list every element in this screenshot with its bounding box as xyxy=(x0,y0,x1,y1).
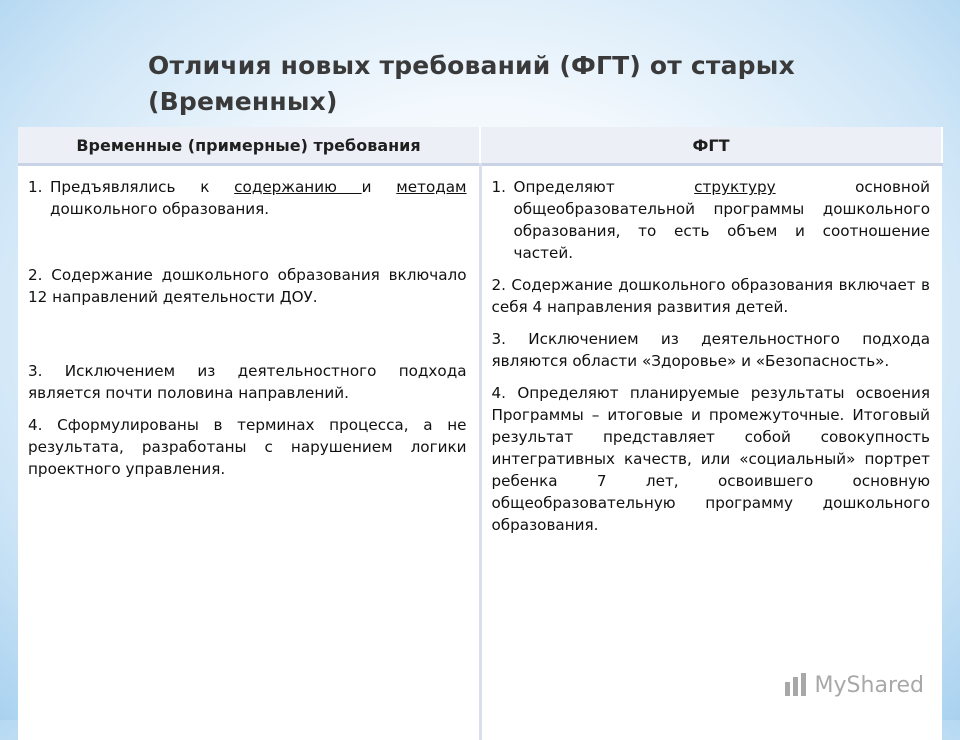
underlined-term-structure: структуру xyxy=(694,178,775,196)
comparison-table xyxy=(18,127,943,740)
text-span: Предъявлялись к xyxy=(50,178,234,196)
text-span: и xyxy=(362,178,397,196)
left-item-4: 4. Сформулированы в терминах процесса, а не результата, разработаны с нарушением логики проектного управления. xyxy=(28,414,467,480)
watermark-text: MyShared xyxy=(815,673,924,698)
right-cell xyxy=(480,165,942,740)
slide-title: Отличия новых требований (ФГТ) от старых (Временных) xyxy=(148,48,888,120)
right-item-3: 3. Исключением из деятельностного подхода являются области «Здоровье» и «Безопасность». xyxy=(492,328,931,372)
underlined-term-content: содержанию xyxy=(234,178,361,196)
item-number: 1. xyxy=(28,176,50,220)
myshared-logo-icon xyxy=(783,672,809,698)
table-row xyxy=(18,165,942,740)
text-span: дошкольного образования. xyxy=(50,200,269,218)
left-item-3: 3. Исключением из деятельностного подхода является почти половина направлений. xyxy=(28,360,467,404)
right-item-1 xyxy=(492,176,931,264)
right-item-2: 2. Содержание дошкольного образования включает в себя 4 направления развития детей. xyxy=(492,274,931,318)
item-number: 1. xyxy=(492,176,514,264)
header-temporary-requirements: Временные (примерные) требования xyxy=(18,127,480,165)
left-item-1 xyxy=(28,176,467,220)
table-header-row xyxy=(18,127,942,165)
left-cell xyxy=(18,165,480,740)
text-span: основной общеобразовательной программы дошкольного образования, то есть объем и соотношение частей. xyxy=(514,178,931,262)
header-fgt: ФГТ xyxy=(480,127,942,165)
right-item-4: 4. Определяют планируемые результаты освоения Программы – итоговые и промежуточные. Итоговый результат представляет собой совокупность интегративных качеств, или «социальный» портрет ребенка 7 лет, освоившего основную общеобразовательную программу дошкольного образования. xyxy=(492,382,931,536)
watermark xyxy=(783,672,924,698)
left-item-2: 2. Содержание дошкольного образования включало 12 направлений деятельности ДОУ. xyxy=(28,264,467,308)
text-span: Определяют xyxy=(514,178,695,196)
underlined-term-methods: методам xyxy=(396,178,466,196)
